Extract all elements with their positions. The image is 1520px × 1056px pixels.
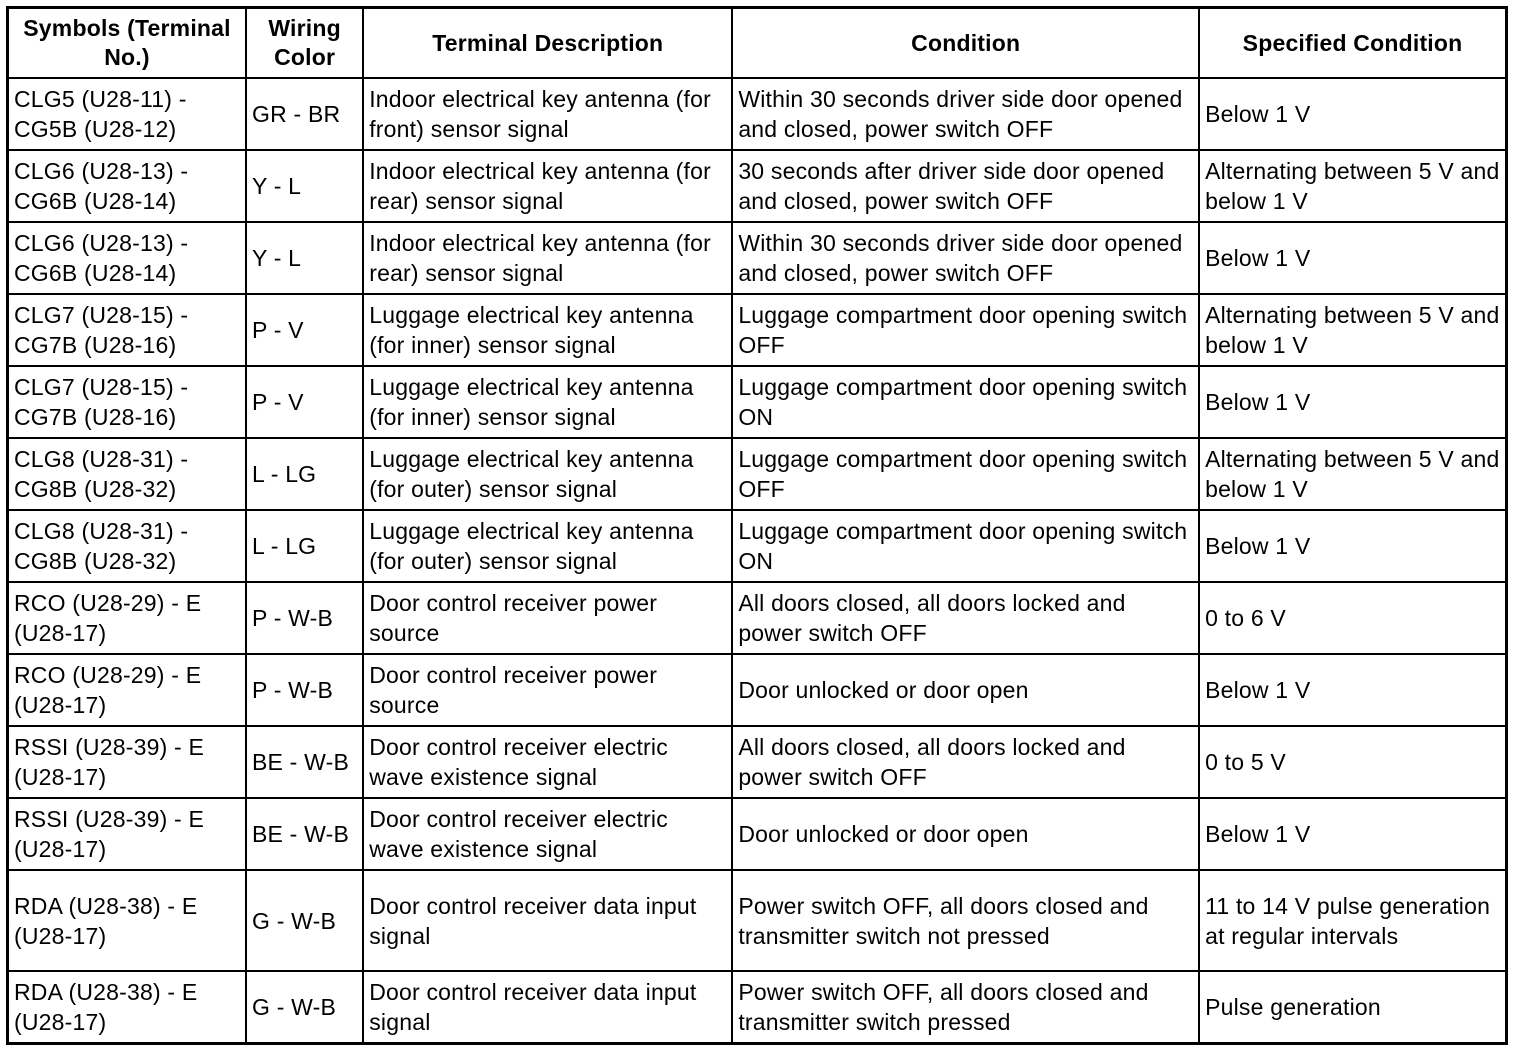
cell-specified-condition: Alternating between 5 V and below 1 V [1199,294,1506,366]
cell-specified-condition: Below 1 V [1199,510,1506,582]
table-row [8,438,1507,510]
cell-wiring-color: BE - W-B [246,726,363,798]
cell-terminal-description: Door control receiver data input signal [363,870,732,971]
table-row [8,150,1507,222]
cell-symbols: CLG7 (U28-15) - CG7B (U28-16) [8,294,247,366]
cell-terminal-description: Luggage electrical key antenna (for outer) sensor signal [363,510,732,582]
cell-wiring-color: GR - BR [246,78,363,150]
cell-specified-condition: Below 1 V [1199,78,1506,150]
cell-condition: Door unlocked or door open [732,798,1199,870]
cell-wiring-color: BE - W-B [246,798,363,870]
cell-wiring-color: G - W-B [246,971,363,1043]
cell-specified-condition: Below 1 V [1199,654,1506,726]
cell-symbols: RSSI (U28-39) - E (U28-17) [8,798,247,870]
cell-symbols: CLG5 (U28-11) - CG5B (U28-12) [8,78,247,150]
cell-terminal-description: Door control receiver data input signal [363,971,732,1043]
cell-wiring-color: L - LG [246,438,363,510]
cell-condition: All doors closed, all doors locked and power switch OFF [732,582,1199,654]
cell-wiring-color: P - W-B [246,582,363,654]
table-row [8,582,1507,654]
table-row [8,510,1507,582]
header-wiring-color: Wiring Color [246,8,363,79]
table-row [8,366,1507,438]
cell-condition: Luggage compartment door opening switch OFF [732,438,1199,510]
table-row [8,222,1507,294]
cell-specified-condition: Below 1 V [1199,222,1506,294]
cell-condition: Door unlocked or door open [732,654,1199,726]
cell-wiring-color: P - W-B [246,654,363,726]
cell-symbols: RCO (U28-29) - E (U28-17) [8,654,247,726]
cell-condition: Within 30 seconds driver side door opened and closed, power switch OFF [732,78,1199,150]
table-row [8,78,1507,150]
cell-wiring-color: P - V [246,294,363,366]
cell-condition: Power switch OFF, all doors closed and transmitter switch pressed [732,971,1199,1043]
cell-condition: All doors closed, all doors locked and power switch OFF [732,726,1199,798]
cell-symbols: CLG7 (U28-15) - CG7B (U28-16) [8,366,247,438]
cell-specified-condition: Alternating between 5 V and below 1 V [1199,438,1506,510]
cell-symbols: RDA (U28-38) - E (U28-17) [8,870,247,971]
cell-terminal-description: Luggage electrical key antenna (for inner) sensor signal [363,366,732,438]
terminal-spec-table [6,6,1508,1045]
cell-condition: Within 30 seconds driver side door opened and closed, power switch OFF [732,222,1199,294]
cell-specified-condition: Alternating between 5 V and below 1 V [1199,150,1506,222]
cell-terminal-description: Indoor electrical key antenna (for front) sensor signal [363,78,732,150]
cell-specified-condition: 0 to 5 V [1199,726,1506,798]
cell-wiring-color: Y - L [246,222,363,294]
cell-specified-condition: 11 to 14 V pulse generation at regular intervals [1199,870,1506,971]
cell-specified-condition: 0 to 6 V [1199,582,1506,654]
cell-terminal-description: Door control receiver power source [363,654,732,726]
header-row [8,8,1507,79]
table-row [8,971,1507,1043]
cell-wiring-color: L - LG [246,510,363,582]
table-row [8,870,1507,971]
cell-symbols: CLG6 (U28-13) - CG6B (U28-14) [8,150,247,222]
header-symbols: Symbols (Terminal No.) [8,8,247,79]
cell-condition: Luggage compartment door opening switch ON [732,366,1199,438]
cell-specified-condition: Pulse generation [1199,971,1506,1043]
cell-symbols: RSSI (U28-39) - E (U28-17) [8,726,247,798]
table-row [8,294,1507,366]
cell-wiring-color: P - V [246,366,363,438]
cell-terminal-description: Door control receiver electric wave existence signal [363,726,732,798]
cell-symbols: CLG8 (U28-31) - CG8B (U28-32) [8,438,247,510]
cell-terminal-description: Luggage electrical key antenna (for inner) sensor signal [363,294,732,366]
header-condition: Condition [732,8,1199,79]
cell-condition: Power switch OFF, all doors closed and transmitter switch not pressed [732,870,1199,971]
cell-terminal-description: Indoor electrical key antenna (for rear) sensor signal [363,150,732,222]
cell-terminal-description: Door control receiver electric wave existence signal [363,798,732,870]
cell-condition: 30 seconds after driver side door opened and closed, power switch OFF [732,150,1199,222]
table-row [8,654,1507,726]
cell-terminal-description: Door control receiver power source [363,582,732,654]
table-row [8,798,1507,870]
table-row [8,726,1507,798]
cell-specified-condition: Below 1 V [1199,366,1506,438]
header-specified-condition: Specified Condition [1199,8,1506,79]
cell-specified-condition: Below 1 V [1199,798,1506,870]
cell-terminal-description: Luggage electrical key antenna (for outer) sensor signal [363,438,732,510]
cell-wiring-color: Y - L [246,150,363,222]
cell-terminal-description: Indoor electrical key antenna (for rear) sensor signal [363,222,732,294]
cell-condition: Luggage compartment door opening switch OFF [732,294,1199,366]
cell-condition: Luggage compartment door opening switch ON [732,510,1199,582]
header-terminal-description: Terminal Description [363,8,732,79]
cell-symbols: CLG8 (U28-31) - CG8B (U28-32) [8,510,247,582]
cell-symbols: CLG6 (U28-13) - CG6B (U28-14) [8,222,247,294]
cell-symbols: RCO (U28-29) - E (U28-17) [8,582,247,654]
cell-symbols: RDA (U28-38) - E (U28-17) [8,971,247,1043]
cell-wiring-color: G - W-B [246,870,363,971]
